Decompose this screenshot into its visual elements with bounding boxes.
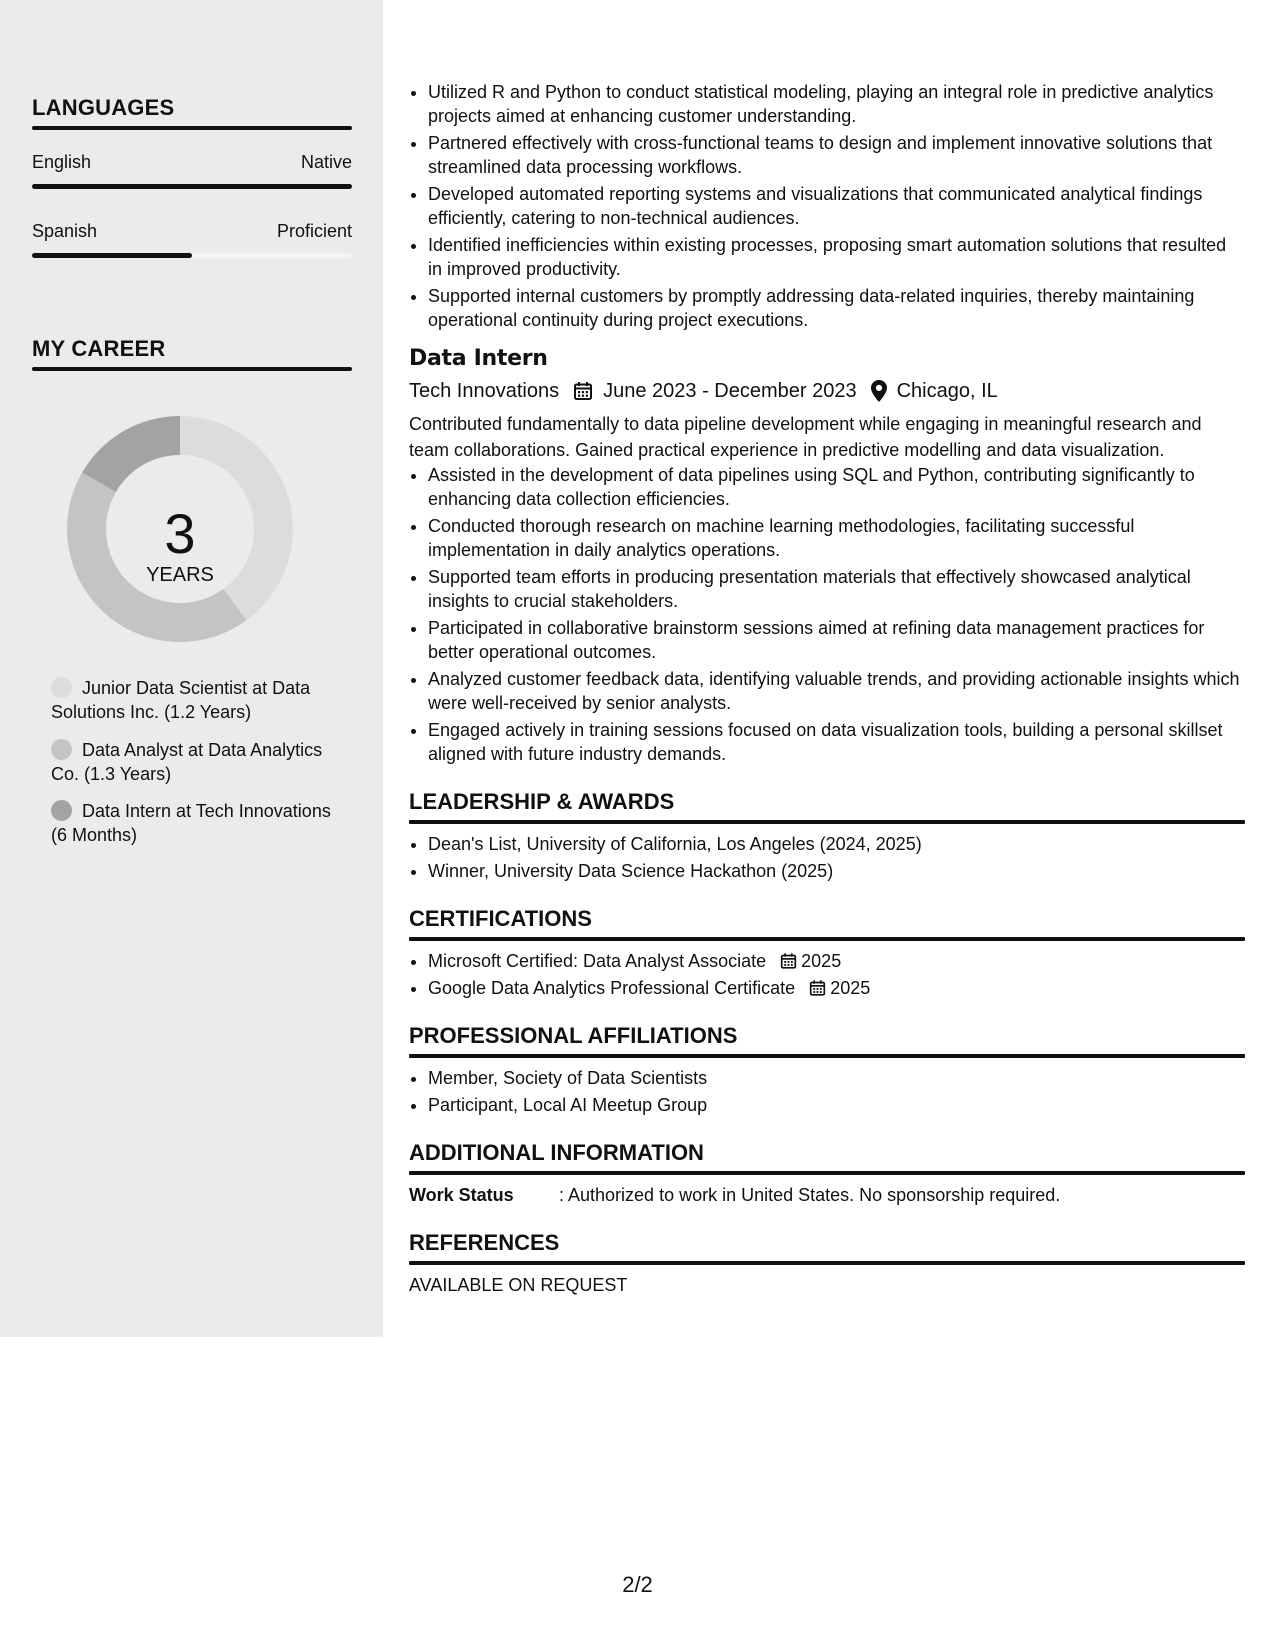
- job-title: Data Intern: [409, 346, 548, 371]
- language-bar-fill: [32, 253, 192, 258]
- page-number: 2/2: [622, 1572, 653, 1597]
- donut-slice: [180, 416, 293, 620]
- affiliations-title: PROFESSIONAL AFFILIATIONS: [409, 1023, 738, 1048]
- additional-info-title: ADDITIONAL INFORMATION: [409, 1140, 704, 1165]
- list-item: • Participant, Local AI Meetup Group: [428, 1093, 1245, 1117]
- list-item: • Supported internal customers by promptly addressing data-related inquiries, thereby maintaining operational continuity during project executions.: [428, 284, 1245, 332]
- certification-name: Google Data Analytics Professional Certificate: [428, 978, 796, 998]
- language-level: Native: [300, 152, 352, 172]
- donut-slice: [67, 473, 246, 643]
- job-company: Tech Innovations: [409, 380, 560, 402]
- career-legend-item: [51, 676, 341, 724]
- calendar-icon: [809, 979, 826, 997]
- legend-dot: [51, 739, 72, 760]
- language-name: English: [32, 152, 92, 172]
- career-rule: [32, 367, 352, 371]
- certification-item: [428, 976, 1245, 1000]
- list-item: • Dean's List, University of California, Los Angeles (2024, 2025): [428, 832, 1245, 856]
- career-legend-label: Junior Data Scientist at Data Solutions Inc. (1.2 Years): [51, 678, 311, 722]
- list-item: • Participated in collaborative brainstorm sessions aimed at refining data management practices for better operational outcomes.: [428, 616, 1245, 664]
- certification-name: Microsoft Certified: Data Analyst Associate: [428, 951, 767, 971]
- list-item: • Assisted in the development of data pipelines using SQL and Python, contributing significantly to enhancing data collection efficiencies.: [428, 463, 1245, 511]
- section-rule: [409, 1054, 1245, 1058]
- career-total-unit: YEARS: [146, 564, 214, 586]
- main-content: [409, 80, 1245, 1297]
- language-bar-spanish: [32, 253, 352, 258]
- list-item: • Supported team efforts in producing presentation materials that effectively showcased analytical insights to crucial stakeholders.: [428, 565, 1245, 613]
- donut-slice: [82, 416, 180, 492]
- certification-year: 2025: [801, 951, 842, 971]
- map-pin-icon: [871, 380, 887, 402]
- list-item: • Utilized R and Python to conduct statistical modeling, playing an integral role in predictive analytics projects aimed at enhancing customer understanding.: [428, 80, 1245, 128]
- certifications-list: [409, 949, 1245, 1000]
- language-row-english: [32, 152, 352, 173]
- career-legend-label: Data Intern at Tech Innovations (6 Months): [51, 801, 331, 845]
- language-name: Spanish: [32, 221, 98, 241]
- work-status-row: [409, 1183, 1245, 1207]
- previous-job-bullets: [409, 80, 1245, 332]
- career-legend-label: Data Analyst at Data Analytics Co. (1.3 Years): [51, 740, 323, 784]
- certifications-title: CERTIFICATIONS: [409, 906, 592, 931]
- list-item: • Partnered effectively with cross-functional teams to design and implement innovative solutions that streamlined data processing workflows.: [428, 131, 1245, 179]
- list-item: • Member, Society of Data Scientists: [428, 1066, 1245, 1090]
- work-status-label: Work Status: [409, 1185, 514, 1205]
- references-title: REFERENCES: [409, 1230, 560, 1255]
- career-donut-chart: [66, 415, 294, 643]
- list-item: • Analyzed customer feedback data, identifying valuable trends, and providing actionable insights which were well-received by senior analysts.: [428, 667, 1245, 715]
- career-title: MY CAREER: [32, 336, 166, 361]
- leadership-title: LEADERSHIP & AWARDS: [409, 789, 675, 814]
- career-legend-item: [51, 799, 341, 847]
- job-bullets: [409, 463, 1245, 766]
- section-rule: [409, 1171, 1245, 1175]
- sidebar: [0, 0, 383, 1337]
- career-total-number: 3: [164, 502, 196, 565]
- leadership-list: [409, 832, 1245, 883]
- list-item: • Engaged actively in training sessions focused on data visualization tools, building a personal skillset aligned with future industry demands.: [428, 718, 1245, 766]
- list-item: • Winner, University Data Science Hackathon (2025): [428, 859, 1245, 883]
- section-rule: [409, 1261, 1245, 1265]
- career-legend-item: [51, 738, 341, 786]
- list-item: • Identified inefficiencies within existing processes, proposing smart automation solutions that resulted in improved productivity.: [428, 233, 1245, 281]
- list-item: • Developed automated reporting systems and visualizations that communicated analytical findings efficiently, catering to non-technical audiences.: [428, 182, 1245, 230]
- references-text: AVAILABLE ON REQUEST: [409, 1275, 628, 1295]
- affiliations-list: [409, 1066, 1245, 1117]
- legend-dot: [51, 800, 72, 821]
- list-item: • Conducted thorough research on machine learning methodologies, facilitating successful implementation in daily analytics operations.: [428, 514, 1245, 562]
- language-bar-english: [32, 184, 352, 189]
- calendar-icon: [780, 952, 797, 970]
- certification-year: 2025: [830, 978, 871, 998]
- job-location: Chicago, IL: [896, 380, 998, 402]
- languages-rule: [32, 126, 352, 130]
- section-rule: [409, 820, 1245, 824]
- job-meta: [409, 377, 1245, 405]
- section-rule: [409, 937, 1245, 941]
- language-level: Proficient: [276, 221, 352, 241]
- language-row-spanish: [32, 221, 352, 242]
- job-description: Contributed fundamentally to data pipeline development while engaging in meaningful research and team collaborations. Gained practical experience in predictive modelling and data visualization.: [409, 414, 1202, 460]
- languages-title: LANGUAGES: [32, 95, 175, 120]
- certification-item: [428, 949, 1245, 973]
- job-dates: June 2023 - December 2023: [603, 380, 857, 402]
- language-bar-fill: [32, 184, 352, 189]
- calendar-icon: [573, 381, 593, 401]
- legend-dot: [51, 677, 72, 698]
- work-status-value: : Authorized to work in United States. No sponsorship required.: [559, 1185, 1061, 1205]
